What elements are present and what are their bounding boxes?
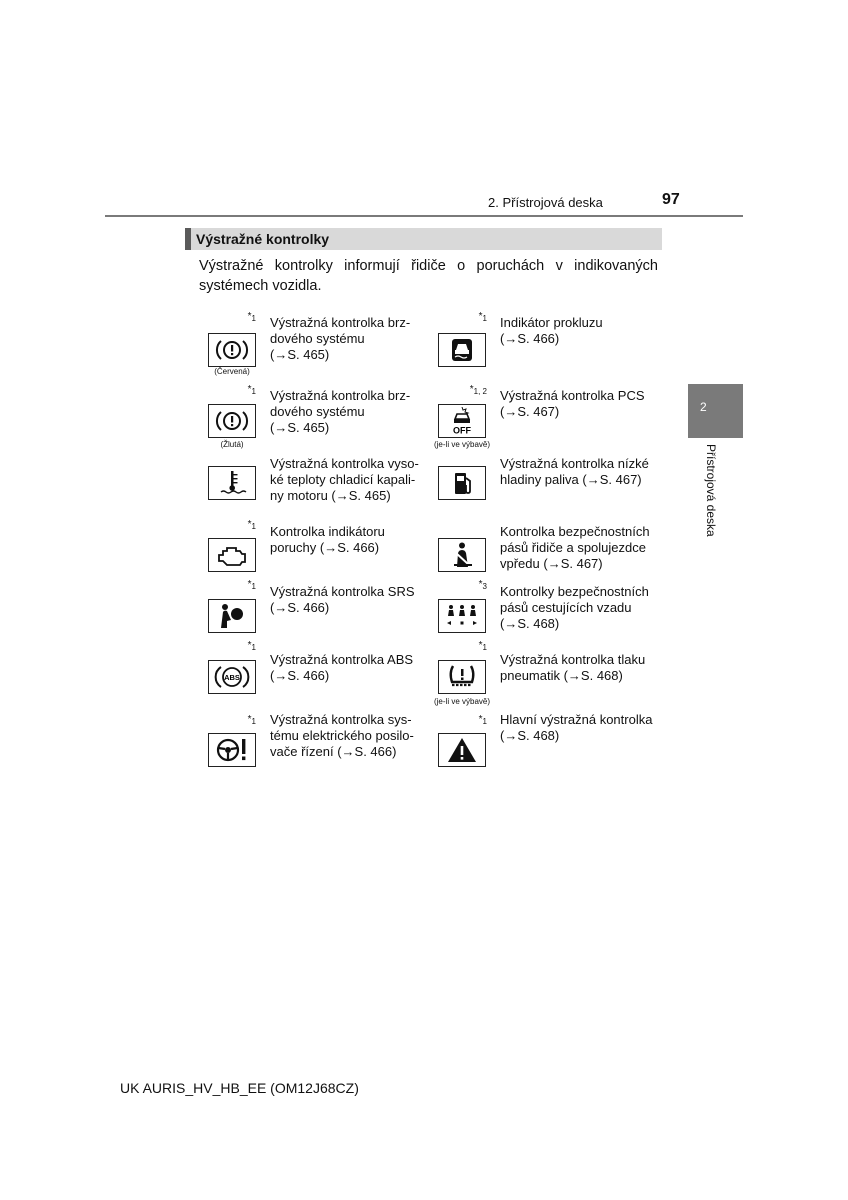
indicator-description: [270, 652, 413, 684]
indicator-caption: (je-li ve výbavě): [433, 697, 490, 706]
indicator-description-line: Kontrolka indikátoru: [270, 524, 385, 539]
power-steering-icon: [208, 733, 256, 767]
indicator-description-line: (→S. 467): [500, 404, 560, 419]
footnote-marker: $*_1$: [247, 640, 256, 652]
seatbelt-icon: [438, 538, 486, 572]
master-warning-icon: [438, 733, 486, 767]
indicator-caption: (Žlutá): [220, 440, 244, 449]
slip-indicator-icon: [438, 333, 486, 367]
indicator-description-line: (→S. 466): [500, 331, 560, 346]
indicator-description-line: (→S. 465): [270, 347, 330, 362]
indicator-description-line: poruchy (→S. 466): [270, 540, 380, 555]
srs-airbag-icon: [208, 599, 256, 633]
footnote-number: 1: [251, 314, 256, 323]
indicator-description-line: Výstražná kontrolka brz-: [270, 388, 411, 403]
indicator-description: [500, 524, 650, 572]
indicator-description-line: pásů cestujících vzadu: [500, 600, 632, 615]
indicator-description: [500, 712, 652, 744]
footnote-marker: $*_{1, 2}$: [469, 384, 487, 396]
footnote-number: 1: [251, 717, 256, 726]
indicator-description-line: (→S. 468): [500, 728, 560, 743]
indicator-description-line: Výstražná kontrolka nízké: [500, 456, 649, 471]
indicator-description-line: dového systému: [270, 404, 365, 419]
page-number: 97: [662, 191, 680, 208]
indicator-description-line: Indikátor prokluzu: [500, 315, 603, 330]
indicator-description-line: tému elektrického posilo-: [270, 728, 414, 743]
tire-pressure-icon: [438, 660, 486, 694]
footnote-marker: $*_1$: [478, 311, 487, 323]
footnote-marker: $*_1$: [247, 714, 256, 726]
indicator-description: [270, 456, 419, 504]
indicator-description-line: Výstražná kontrolka ABS: [270, 652, 414, 667]
footnote-marker: $*_1$: [478, 640, 487, 652]
indicator-description-line: (→S. 466): [270, 668, 330, 683]
indicator-description: [500, 388, 645, 420]
indicator-description-line: Výstražná kontrolka brz-: [270, 315, 411, 330]
footnote-marker: $*_1$: [247, 519, 256, 531]
brake-system-icon: [208, 333, 256, 367]
indicator-description-line: Výstražná kontrolka vyso-: [270, 456, 419, 471]
indicator-description-line: dového systému: [270, 331, 365, 346]
indicator-description-line: Výstražná kontrolka SRS: [270, 584, 415, 599]
indicator-description-line: (→S. 466): [270, 600, 330, 615]
indicator-caption: (je-li ve výbavě): [433, 440, 490, 449]
footnote-marker: $*_1$: [247, 311, 256, 323]
check-engine-icon: [208, 538, 256, 572]
indicator-description-line: Kontrolky bezpečnostních: [500, 584, 649, 599]
indicator-description-line: Výstražná kontrolka tlaku: [500, 652, 646, 667]
indicator-description: [270, 315, 410, 363]
chapter-tab: [688, 384, 743, 438]
indicator-description: [270, 388, 410, 436]
indicator-description: [270, 524, 385, 556]
footnote-number: 1: [482, 314, 487, 323]
indicator-caption: (Červená): [214, 367, 250, 376]
svg-text:OFF: OFF: [453, 425, 471, 435]
footnote-number: 1: [251, 522, 256, 531]
indicator-description: [500, 315, 603, 347]
rear-seatbelts-icon: [438, 599, 486, 633]
footnote-number: 3: [482, 582, 487, 591]
chapter-heading: 2. Přístrojová deska: [488, 195, 603, 210]
footnote-marker: $*_3$: [478, 579, 487, 591]
indicator-description-line: pásů řidiče a spolujezdce: [500, 540, 646, 555]
indicator-description: [500, 456, 649, 488]
footer-code: UK AURIS_HV_HB_EE (OM12J68CZ): [120, 1080, 359, 1096]
indicator-description-line: ny motoru (→S. 465): [270, 488, 391, 503]
footnote-number: 1, 2: [473, 387, 487, 396]
chapter-tab-label: Přístrojová deska: [704, 444, 718, 537]
pcs-off-icon: [438, 404, 486, 438]
indicator-description-line: Výstražná kontrolka sys-: [270, 712, 412, 727]
coolant-temperature-icon: [208, 466, 256, 500]
indicator-description: [500, 652, 645, 684]
footnote-number: 1: [251, 387, 256, 396]
indicator-description-line: (→S. 468): [500, 616, 560, 631]
indicator-description: [500, 584, 649, 632]
indicator-description: [270, 584, 415, 616]
indicator-description-line: vpředu (→S. 467): [500, 556, 603, 571]
section-header-accent: [185, 228, 191, 250]
indicator-description-line: Hlavní výstražná kontrolka: [500, 712, 653, 727]
indicator-description-line: pneumatik (→S. 468): [500, 668, 623, 683]
footnote-marker: $*_1$: [247, 579, 256, 591]
brake-system-icon: [208, 404, 256, 438]
fuel-pump-icon: [438, 466, 486, 500]
indicator-description-line: ké teploty chladicí kapali-: [270, 472, 416, 487]
section-intro: Výstražné kontrolky informují řidiče o poruchách v indikovaných systémech vozidla.: [199, 258, 658, 294]
footnote-number: 1: [251, 643, 256, 652]
indicator-description-line: Kontrolka bezpečnostních: [500, 524, 650, 539]
indicator-description: [270, 712, 414, 760]
indicator-description-line: vače řízení (→S. 466): [270, 744, 397, 759]
header-divider: [105, 215, 743, 217]
abs-icon: [208, 660, 256, 694]
footnote-number: 1: [251, 582, 256, 591]
section-title: Výstražné kontrolky: [196, 231, 330, 247]
footnote-number: 1: [482, 643, 487, 652]
footnote-marker: $*_1$: [478, 714, 487, 726]
indicator-description-line: hladiny paliva (→S. 467): [500, 472, 642, 487]
footnote-marker: $*_1$: [247, 384, 256, 396]
indicator-description-line: (→S. 465): [270, 420, 330, 435]
indicator-description-line: Výstražná kontrolka PCS: [500, 388, 645, 403]
svg-text:ABS: ABS: [224, 673, 240, 682]
footnote-number: 1: [482, 717, 487, 726]
chapter-tab-number: 2: [700, 400, 707, 414]
